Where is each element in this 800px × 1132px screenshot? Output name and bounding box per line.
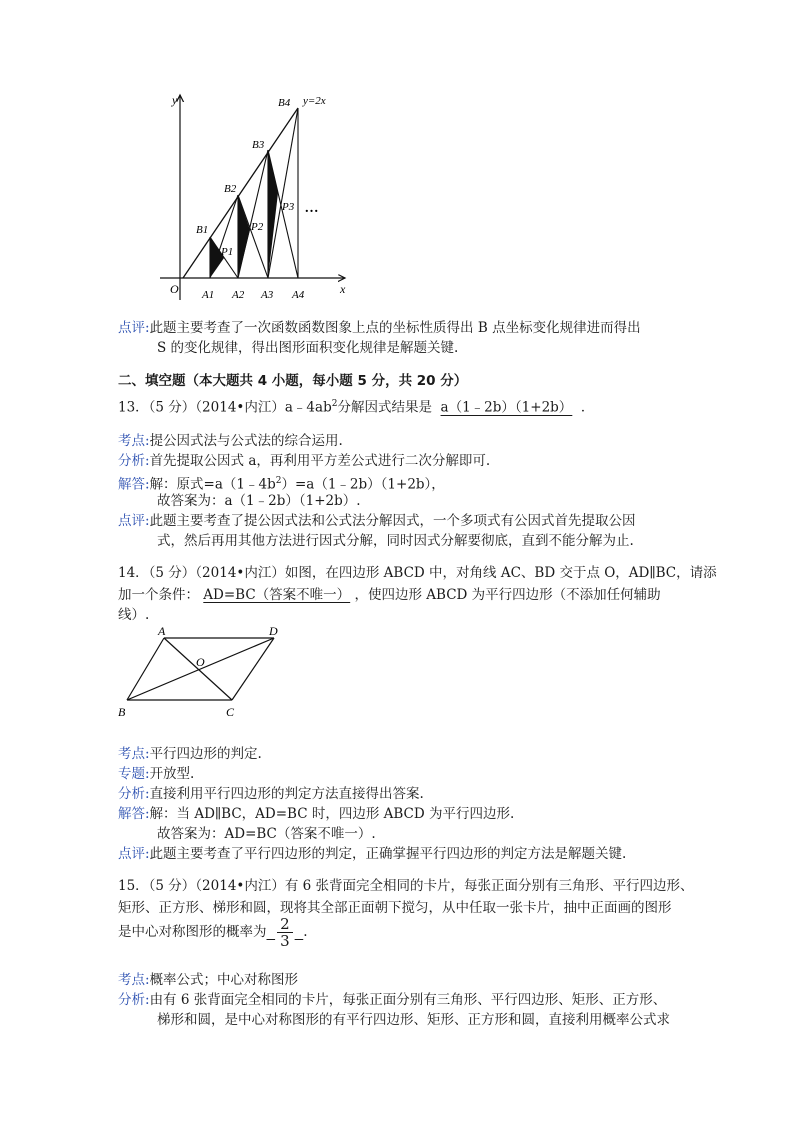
- label-b1: B1: [196, 224, 209, 236]
- q12-dianping: 点评:此题主要考查了一次函数函数图象上点的坐标性质得出 B 点坐标变化规律进而得出: [118, 320, 641, 336]
- q15-stem-1: 15．（5 分）（2014•内江）有 6 张背面完全相同的卡片，每张正面分别有三角形、平行四边形、: [118, 878, 694, 894]
- q14-dianping: 点评:此题主要考查了平行四边形的判定，正确掌握平行四边形的判定方法是解题关键.: [118, 846, 627, 862]
- label-d: D: [269, 624, 278, 638]
- q15-fenxi: 分析:由有 6 张背面完全相同的卡片，每张正面分别有三角形、平行四边形、矩形、正方形、: [118, 992, 667, 1008]
- x-axis-label: x: [340, 282, 346, 296]
- label-p1: P1: [221, 246, 234, 258]
- figure-line-triangles: [150, 90, 360, 305]
- q13-fenxi: 分析:首先提取公因式 a，再利用平方差公式进行二次分解即可.: [118, 453, 491, 469]
- origin-label: O: [170, 282, 179, 296]
- label-b4: B4: [278, 97, 291, 109]
- label-b3: B3: [252, 139, 265, 151]
- q15-fenxi-2: 梯形和圆，是中心对称图形的有平行四边形、矩形、正方形和圆，直接利用概率公式求: [157, 1012, 670, 1028]
- label-a: A: [158, 624, 166, 638]
- q15-answer: $\frac{2}{3}$: [267, 924, 304, 940]
- line-label: y=2x: [303, 95, 326, 107]
- label-p2: P2: [251, 221, 264, 233]
- figure-quadrilateral: [112, 624, 292, 724]
- q15-stem-3: 是中心对称图形的概率为 $\frac{2}{3}$ .: [118, 915, 308, 950]
- label-a3: A3: [261, 289, 274, 301]
- ellipsis: …: [305, 201, 319, 216]
- q14-stem-1: 14．（5 分）（2014•内江）如图，在四边形 ABCD 中，对角线 AC、BD 交于点 O，AD∥BC，请添: [118, 565, 717, 581]
- q13-jieda: 解答:解：原式$=a(1﹣4b^2)=a(1﹣2b)(1+2b)$，: [118, 476, 445, 493]
- label-a4: A4: [292, 289, 305, 301]
- q12-dianping-2: S 的变化规律，得出图形面积变化规律是解题关键.: [157, 340, 459, 356]
- q14-stem-2: 加一个条件： AD=BC（答案不唯一） ，使四边形 ABCD 为平行四边形（不添加任何辅助: [118, 587, 661, 603]
- label-p3: P3: [282, 201, 295, 213]
- q13-stem: 13．（5 分）（2014•内江）$a﹣4ab^2$分解因式结果是 a（1﹣2b）（1+2b） ．: [118, 399, 595, 416]
- q14-jieda-2: 故答案为：AD=BC（答案不唯一）.: [157, 826, 376, 842]
- q14-answer: AD=BC（答案不唯一）: [203, 587, 351, 603]
- q14-kaodian: 考点:平行四边形的判定.: [118, 746, 262, 762]
- q13-answer: a（1﹣2b）（1+2b）: [440, 399, 573, 416]
- label-b: B: [118, 705, 126, 719]
- shaded-p2: [238, 195, 250, 278]
- label-b2: B2: [224, 183, 237, 195]
- q13-dianping-2: 式，然后再用其他方法进行因式分解，同时因式分解要彻底，直到不能分解为止.: [157, 533, 634, 549]
- q14-zhuanti: 专题:开放型.: [118, 766, 195, 782]
- label-a1: A1: [202, 289, 215, 301]
- q14-stem-3: 线）.: [118, 607, 150, 623]
- q14-jieda: 解答:解：当 AD∥BC，AD=BC 时，四边形 ABCD 为平行四边形.: [118, 806, 515, 822]
- y-axis-label: y: [172, 93, 178, 107]
- q15-kaodian: 考点:概率公式；中心对称图形: [118, 972, 299, 988]
- label-a2: A2: [232, 289, 245, 301]
- q13-jieda-2: 故答案为：a（1﹣2b）（1+2b）.: [157, 493, 361, 509]
- label-o: O: [196, 655, 205, 669]
- q13-dianping: 点评:此题主要考查了提公因式法和公式法分解因式，一个多项式有公因式首先提取公因: [118, 513, 636, 529]
- q13-kaodian: 考点:提公因式法与公式法的综合运用.: [118, 433, 343, 449]
- q15-stem-2: 矩形、正方形、梯形和圆，现将其全部正面朝下搅匀，从中任取一张卡片，抽中正面画的图形: [118, 900, 672, 916]
- q14-fenxi: 分析:直接利用平行四边形的判定方法直接得出答案.: [118, 786, 424, 802]
- section-title: 二、填空题（本大题共 4 小题，每小题 5 分，共 20 分）: [118, 373, 468, 389]
- label-c: C: [226, 705, 235, 719]
